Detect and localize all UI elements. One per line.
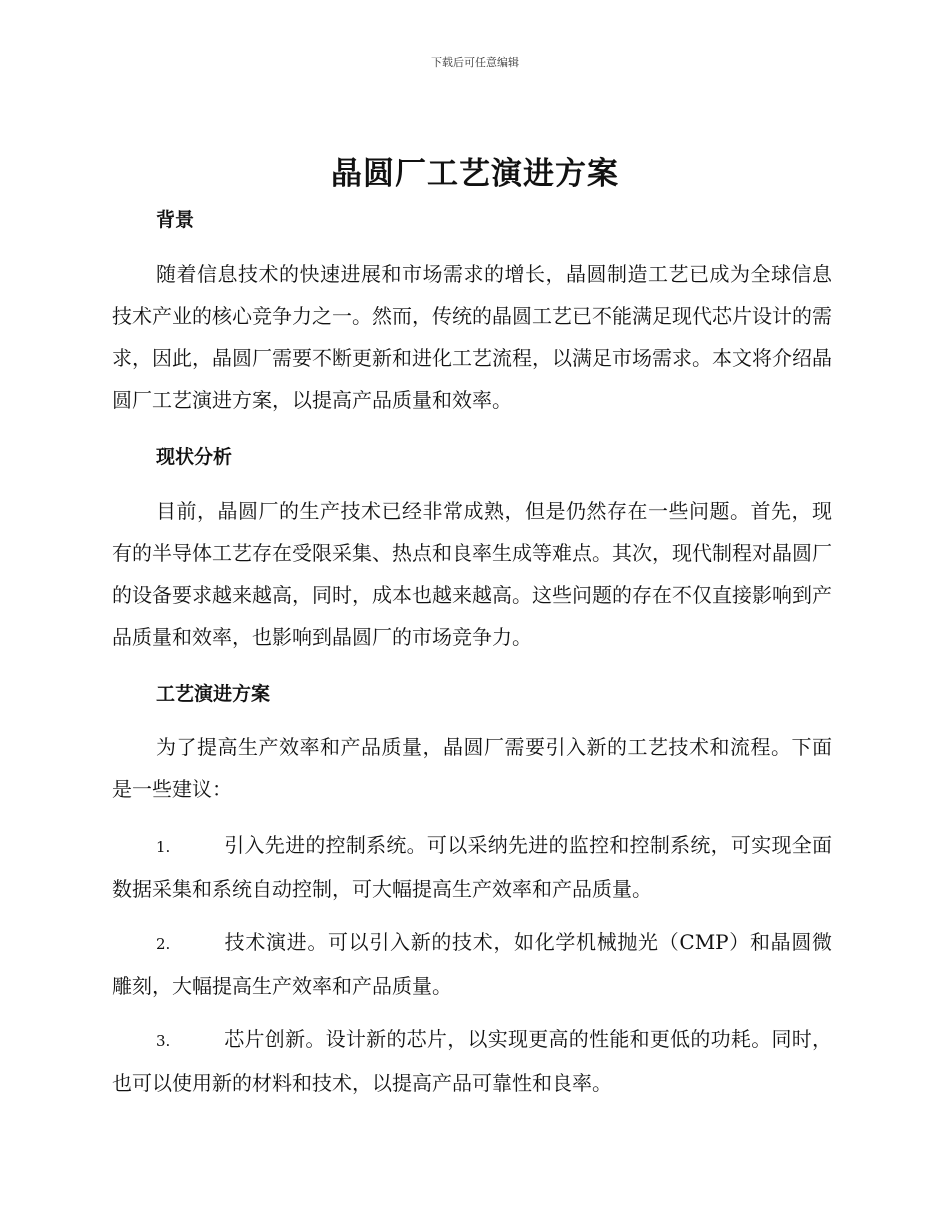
section-paragraph-background: 随着信息技术的快速进展和市场需求的增长，晶圆制造工艺已成为全球信息技术产业的核心竞争力之一。然而，传统的晶圆工艺已不能满足现代芯片设计的需求，因此，晶圆厂需要不断更新和进化工艺流程，以满足市场需求。本文将介绍晶圆厂工艺演进方案，以提高产品质量和效率。 bbox=[112, 262, 832, 412]
list-item-text: 引入先进的控制系统。可以采纳先进的监控和控制系统，可实现全面数据采集和系统自动控制，可大幅提高生产效率和产品质量。 bbox=[112, 833, 832, 901]
document-title: 晶圆厂工艺演进方案 bbox=[331, 156, 619, 192]
section-heading-process-plan: 工艺演进方案 bbox=[156, 683, 271, 705]
section-heading-status-analysis: 现状分析 bbox=[156, 446, 233, 468]
list-item bbox=[112, 1018, 832, 1104]
section-paragraph-process-plan: 为了提高生产效率和产品质量，晶圆厂需要引入新的工艺技术和流程。下面是一些建议： bbox=[112, 735, 832, 801]
list-item bbox=[112, 824, 832, 910]
section-paragraph-status-analysis: 目前，晶圆厂的生产技术已经非常成熟，但是仍然存在一些问题。首先，现有的半导体工艺存在受限采集、热点和良率生成等难点。其次，现代制程对晶圆厂的设备要求越来越高，同时，成本也越来越高。这些问题的存在不仅直接影响到产品质量和效率，也影响到晶圆厂的市场竞争力。 bbox=[112, 499, 832, 649]
list-item-number: 1. bbox=[156, 838, 171, 856]
section-heading-background: 背景 bbox=[156, 209, 195, 231]
list-item-text: 技术演进。可以引入新的技术，如化学机械抛光（CMP）和晶圆微雕刻，大幅提高生产效率和产品质量。 bbox=[112, 930, 832, 998]
list-item-text: 芯片创新。设计新的芯片，以实现更高的性能和更低的功耗。同时，也可以使用新的材料和技术，以提高产品可靠性和良率。 bbox=[112, 1027, 832, 1095]
header-note: 下载后可任意编辑 bbox=[431, 56, 519, 69]
list-item-number: 3. bbox=[156, 1032, 171, 1050]
list-item bbox=[112, 921, 832, 1007]
list-item-number: 2. bbox=[156, 935, 171, 953]
